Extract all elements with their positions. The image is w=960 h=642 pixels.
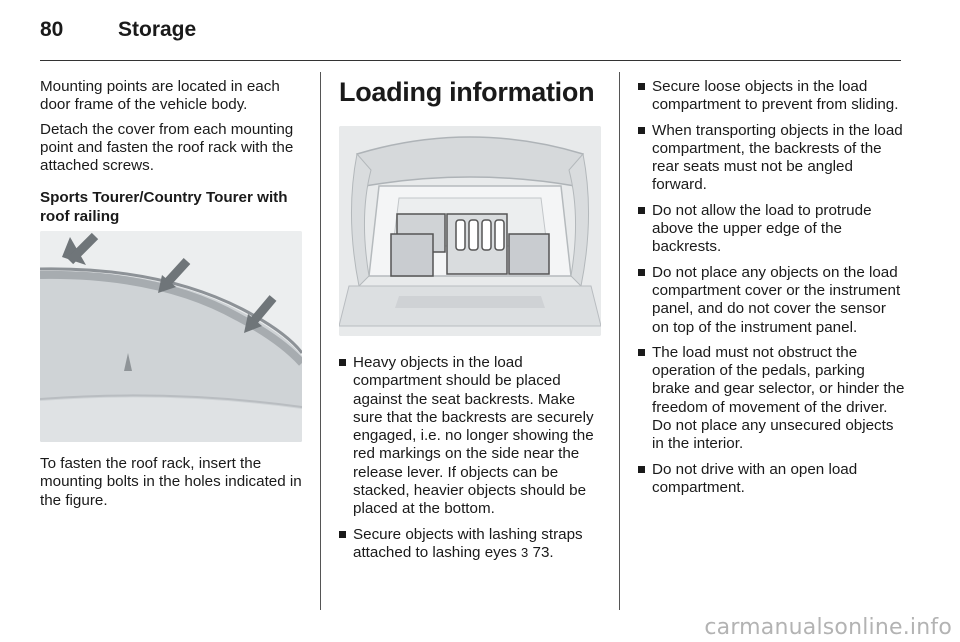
bullet-text: The load must not obstruct the operation of the pedals, parking brake and gear selector, or hinder the freedom of movement of the driver. Do not place any unsecured objects in the interior.	[652, 343, 905, 453]
detach-cover-text: Detach the cover from each mounting point and fasten the roof rack with the attached screws.	[40, 120, 294, 175]
roof-railing-subheading: Sports Tourer/Country Tourer with roof railing	[40, 189, 288, 225]
bullet-square-icon	[339, 359, 346, 366]
roof-rail-illustration	[40, 231, 302, 442]
page-reference-icon: 3	[521, 544, 529, 560]
loading-info-heading: Loading information	[339, 77, 595, 107]
heavy-objects-text: Heavy objects in the load compartment should be placed against the seat backrests. Make sure that the backrests are securely engaged, i.e. no longer showing the red markings on the side near the release lever. If objects can be stacked, heavier objects should be placed at the bottom.	[353, 354, 594, 518]
bullet-text: When transporting objects in the load compartment, the backrests of the rear seats must not be angled forward.	[652, 121, 903, 194]
list-item	[638, 202, 906, 257]
bullet-square-icon	[638, 127, 645, 134]
load-compartment-figure	[339, 126, 601, 336]
lashing-straps-text: Secure objects with lashing straps attached to lashing eyes	[353, 525, 583, 561]
list-item	[339, 354, 607, 519]
page-number: 80	[40, 18, 64, 41]
header-rule	[40, 60, 901, 61]
bullet-square-icon	[638, 269, 645, 276]
list-item	[638, 122, 906, 195]
fasten-roof-rack-text: To fasten the roof rack, insert the mounting bolts in the holes indicated in the figure.	[40, 455, 302, 509]
list-item	[638, 264, 906, 337]
load-compartment-illustration	[339, 126, 601, 336]
list-item	[638, 78, 906, 115]
bullet-square-icon	[638, 207, 645, 214]
watermark: carmanualsonline.info	[704, 615, 952, 640]
list-item	[638, 344, 906, 454]
list-item	[339, 526, 607, 563]
page-reference-link[interactable]: 73.	[532, 543, 554, 561]
list-item	[638, 461, 906, 498]
column-divider-2	[619, 72, 620, 610]
loading-bullets-col3	[638, 78, 906, 504]
bullet-square-icon	[638, 349, 645, 356]
loading-bullets-col2	[339, 354, 607, 569]
bullet-text: Secure loose objects in the load compartment to prevent from sliding.	[652, 78, 899, 114]
bullet-text: Do not drive with an open load compartment.	[652, 460, 858, 496]
section-title: Storage	[118, 18, 197, 41]
bullet-square-icon	[339, 531, 346, 538]
bullet-square-icon	[638, 83, 645, 90]
bullet-text: Do not place any objects on the load compartment cover or the instrument panel, and do not cover the sensor on top of the instrument panel.	[652, 263, 901, 336]
column-1	[40, 78, 308, 509]
bullet-square-icon	[638, 466, 645, 473]
column-divider-1	[320, 72, 321, 610]
roof-rail-figure	[40, 231, 302, 442]
column-2	[339, 76, 607, 561]
mounting-points-text: Mounting points are located in each door frame of the vehicle body.	[40, 78, 280, 114]
bullet-text: Do not allow the load to protrude above the upper edge of the backrests.	[652, 201, 872, 256]
